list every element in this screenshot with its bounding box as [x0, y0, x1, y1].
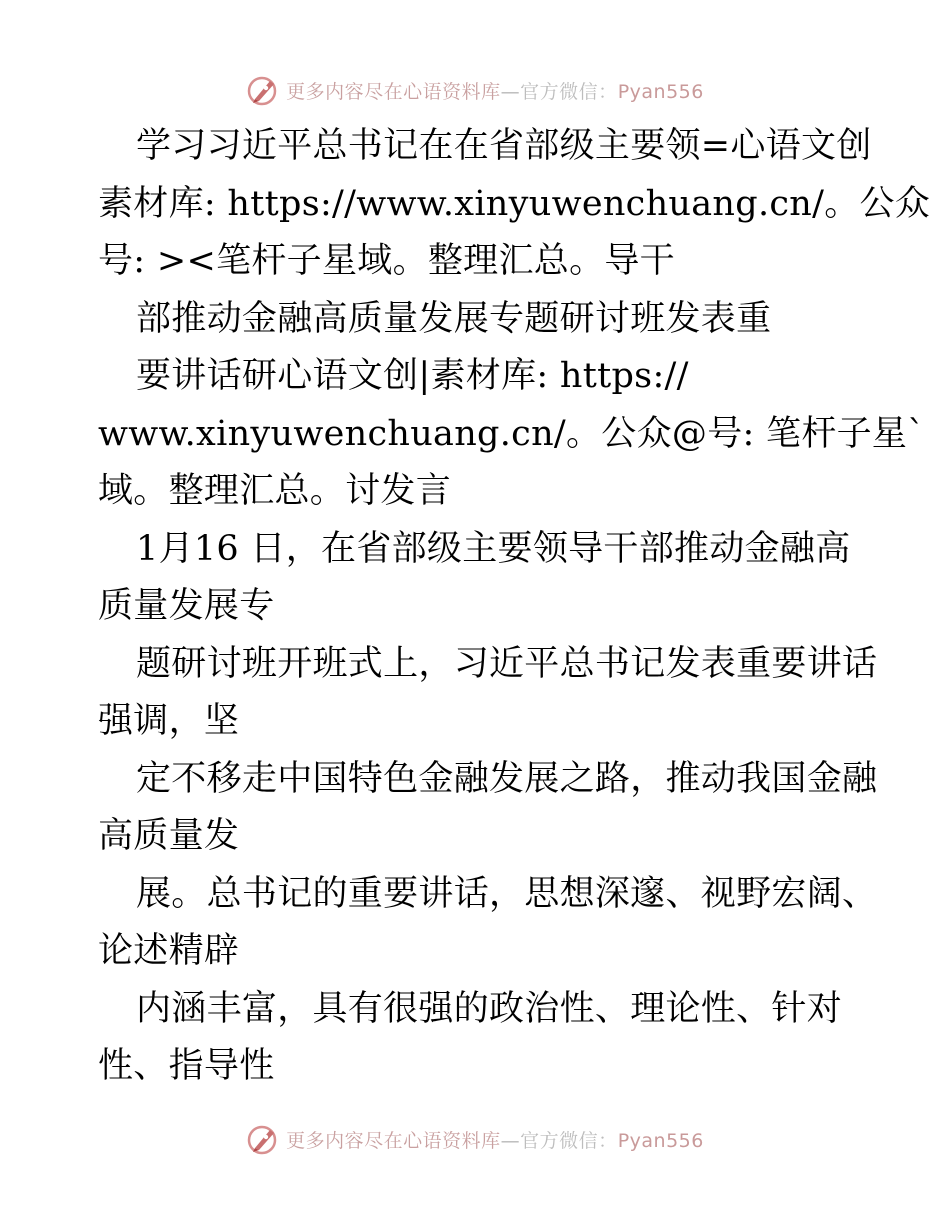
- text-line: 题研讨班开班式上，习近平总书记发表重要讲话: [136, 643, 878, 684]
- header-banner: [0, 70, 950, 110]
- text-line: 高质量发: [98, 816, 240, 856]
- pen-logo-icon: [246, 73, 280, 107]
- text-line: 性、指导性: [98, 1046, 275, 1086]
- banner-inner: [246, 1122, 704, 1156]
- text-line: www.xinyuwenchuang.cn/。公众@号: 笔杆子星`: [98, 413, 926, 454]
- text-line: 素材库: https://www.xinyuwenchuang.cn/。公众: [98, 183, 931, 224]
- banner-account: Pyan556: [617, 80, 704, 103]
- text-line: 质量发展专: [98, 586, 275, 626]
- text-line: 强调，坚: [98, 701, 240, 741]
- banner-account: Pyan556: [617, 1129, 704, 1152]
- banner-sub-text: 官方微信：: [520, 80, 618, 103]
- text-line: 定不移走中国特色金融发展之路，推动我国金融: [136, 758, 878, 799]
- banner-main-text: 更多内容尽在心语资料库: [286, 80, 501, 103]
- banner-inner: [246, 73, 704, 107]
- text-line: 1月16 日，在省部级主要领导干部推动金融高: [136, 528, 851, 569]
- banner-dash: —: [500, 80, 521, 103]
- text-line: 要讲话研心语文创|素材库: https://: [136, 356, 689, 396]
- text-line: 论述精辟: [98, 931, 240, 971]
- footer-banner: [0, 1119, 950, 1159]
- text-line: 号: ><笔杆子星域。整理汇总。导干: [98, 241, 675, 281]
- banner-sub-text: 官方微信：: [520, 1129, 618, 1152]
- text-line: 部推动金融高质量发展专题研讨班发表重: [136, 298, 772, 339]
- text-line: 展。总书记的重要讲话，思想深邃、视野宏阔、: [136, 873, 878, 914]
- banner-dash: —: [500, 1129, 521, 1152]
- banner-main-text: 更多内容尽在心语资料库: [286, 1129, 501, 1152]
- text-line: 域。整理汇总。讨发言: [98, 471, 452, 511]
- text-line: 学习习近平总书记在在省部级主要领=心语文创: [136, 126, 872, 166]
- banner-text: [286, 77, 704, 104]
- document-body: [98, 118, 931, 1096]
- pen-logo-icon: [246, 1122, 280, 1156]
- banner-text: [286, 1126, 704, 1153]
- text-line: 内涵丰富，具有很强的政治性、理论性、针对: [136, 988, 843, 1029]
